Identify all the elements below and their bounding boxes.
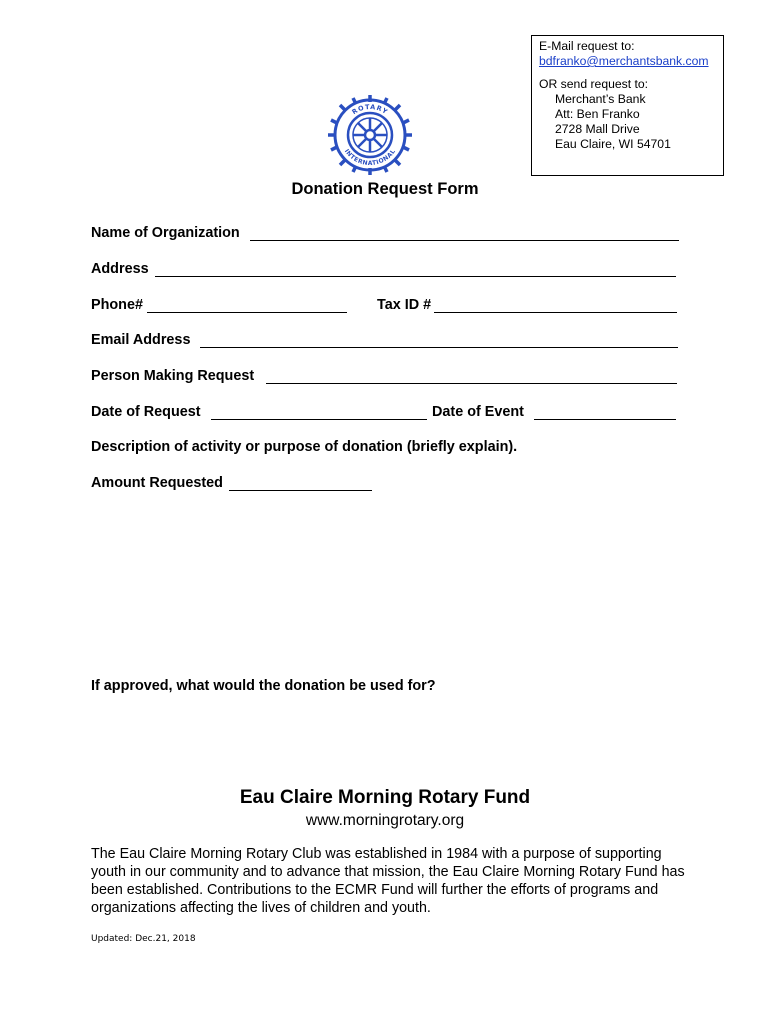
- amount-field[interactable]: [229, 490, 372, 491]
- email-address-field[interactable]: [200, 347, 678, 348]
- phone-label: Phone#: [91, 297, 143, 313]
- phone-field[interactable]: [147, 312, 347, 313]
- fund-description: The Eau Claire Morning Rotary Club was established in 1984 with a purpose of supporting youth in our community and to advance that mission, the Eau Claire Morning Rotary Fund has been established. Contributions to the ECMR Fund will further the efforts of programs and organizations affecting the lives of children and youth.: [91, 846, 685, 916]
- approved-use-label: If approved, what would the donation be used for?: [91, 678, 436, 694]
- address-line: 2728 Mall Drive: [555, 122, 640, 136]
- address-line: Merchant’s Bank: [555, 92, 646, 106]
- date-of-request-field[interactable]: [211, 419, 427, 420]
- svg-text:ROTARY: ROTARY: [350, 102, 390, 117]
- person-label: Person Making Request: [91, 368, 255, 384]
- rotary-international-wheel-icon: [322, 93, 418, 177]
- tax-id-field[interactable]: [434, 312, 677, 313]
- date-of-event-field[interactable]: [534, 419, 676, 420]
- organization-label: Name of Organization: [91, 225, 240, 241]
- fund-url[interactable]: www.morningrotary.org: [305, 812, 465, 829]
- fund-title: Eau Claire Morning Rotary Fund: [239, 787, 531, 808]
- mail-label: OR send request to:: [539, 77, 649, 91]
- address-label: Address: [91, 261, 149, 277]
- person-field[interactable]: [266, 383, 677, 384]
- date-of-request-label: Date of Request: [91, 404, 201, 420]
- amount-label: Amount Requested: [91, 475, 223, 491]
- date-of-event-label: Date of Event: [432, 404, 524, 420]
- email-link[interactable]: bdfranko@merchantsbank.com: [539, 54, 709, 68]
- email-label: E-Mail request to:: [539, 39, 635, 53]
- description-label: Description of activity or purpose of donation (briefly explain).: [91, 439, 518, 455]
- address-field[interactable]: [155, 276, 676, 277]
- contact-box: [531, 35, 724, 176]
- updated-date: Updated: Dec.21, 2018: [91, 934, 196, 944]
- address-line: Eau Claire, WI 54701: [555, 137, 671, 151]
- form-title: Donation Request Form: [291, 180, 479, 198]
- svg-text:INTERNATIONAL: INTERNATIONAL: [342, 147, 398, 168]
- organization-field[interactable]: [250, 240, 679, 241]
- tax-id-label: Tax ID #: [377, 297, 432, 313]
- address-line: Att: Ben Franko: [555, 107, 640, 121]
- email-address-label: Email Address: [91, 332, 191, 348]
